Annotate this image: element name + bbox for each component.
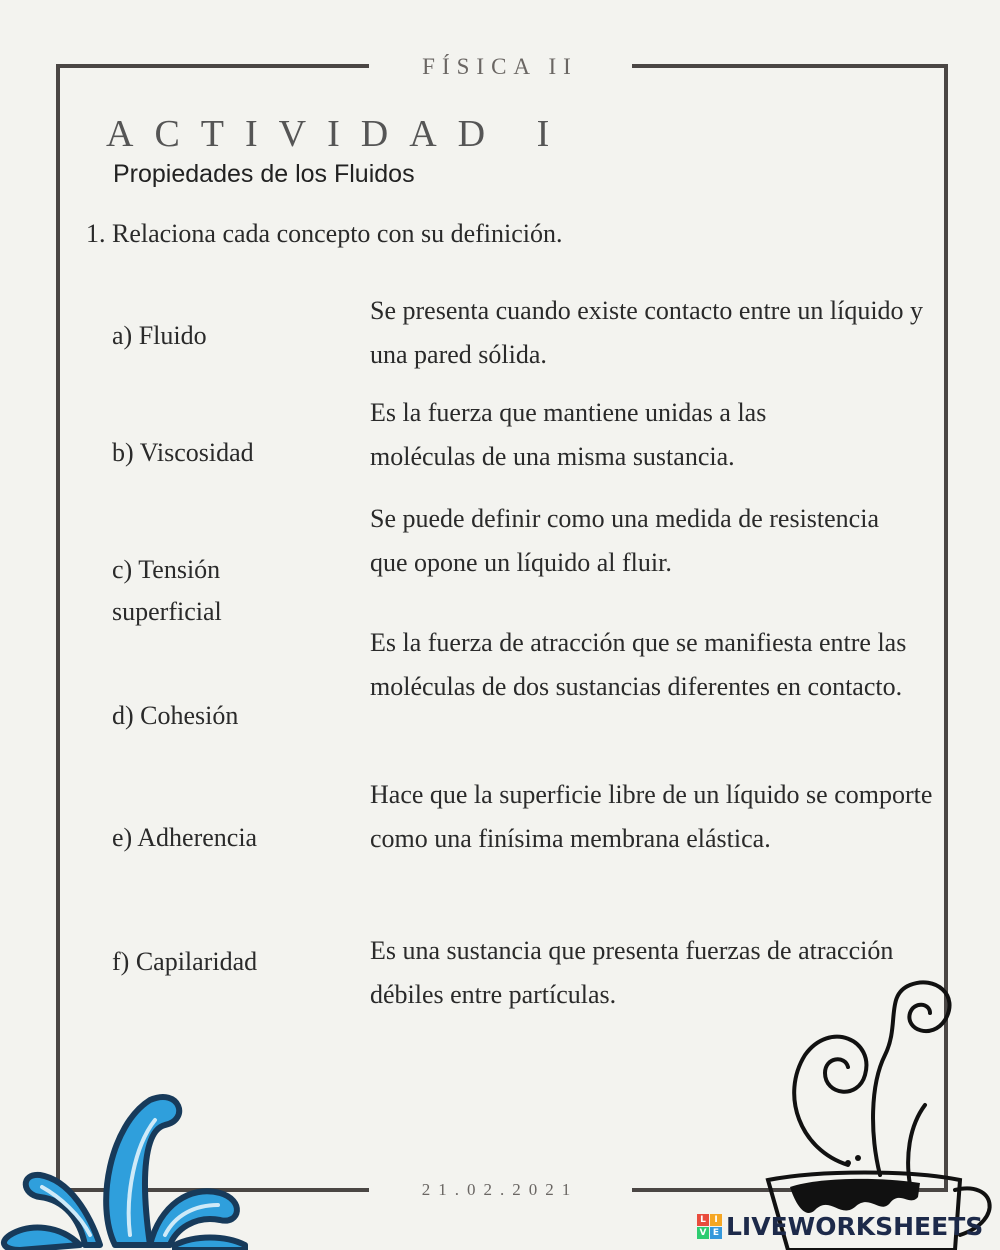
concept-d[interactable]: d) Cohesión <box>112 701 239 730</box>
concept-e[interactable]: e) Adherencia <box>112 823 258 852</box>
watermark-text: LIVEWORKSHEETS <box>726 1212 984 1241</box>
date-label: 21.02.2021 <box>421 1180 579 1199</box>
definition-2[interactable]: Es la fuerza que mantiene unidas a las moléculas de una misma sustancia. <box>370 398 767 471</box>
definition-3[interactable]: Se puede definir como una medida de resistencia que opone un líquido al fluir. <box>370 504 879 577</box>
definition-1[interactable]: Se presenta cuando existe contacto entre un líquido y una pared sólida. <box>370 296 924 369</box>
definition-5[interactable]: Hace que la superficie libre de un líquido se comporte como una finísima membrana elástica. <box>370 780 933 853</box>
liveworksheets-watermark <box>697 1212 983 1241</box>
frame-top-left-line <box>56 64 369 68</box>
page-title: ACTIVIDAD I <box>106 113 571 155</box>
concept-a[interactable]: a) Fluido <box>112 321 207 350</box>
definition-4[interactable]: Es la fuerza de atracción que se manifiesta entre las moléculas de dos sustancias diferentes en contacto. <box>370 628 907 701</box>
concept-b[interactable]: b) Viscosidad <box>112 438 254 467</box>
frame-left-line <box>56 64 60 1192</box>
page-subtitle: Propiedades de los Fluidos <box>113 160 415 188</box>
frame-top-right-line <box>632 64 948 68</box>
concept-f[interactable]: f) Capilaridad <box>112 947 258 976</box>
course-label: FÍSICA II <box>422 54 578 79</box>
liveworksheets-logo-icon: L I V E <box>697 1214 722 1239</box>
concept-c[interactable]: c) Tensión superficial <box>112 555 222 626</box>
coffee-cup-icon <box>760 975 1000 1250</box>
water-splash-icon <box>0 1085 260 1250</box>
definition-6[interactable]: Es una sustancia que presenta fuerzas de atracción débiles entre partículas. <box>370 936 894 1009</box>
instruction-text: 1. Relaciona cada concepto con su definición. <box>86 219 563 248</box>
